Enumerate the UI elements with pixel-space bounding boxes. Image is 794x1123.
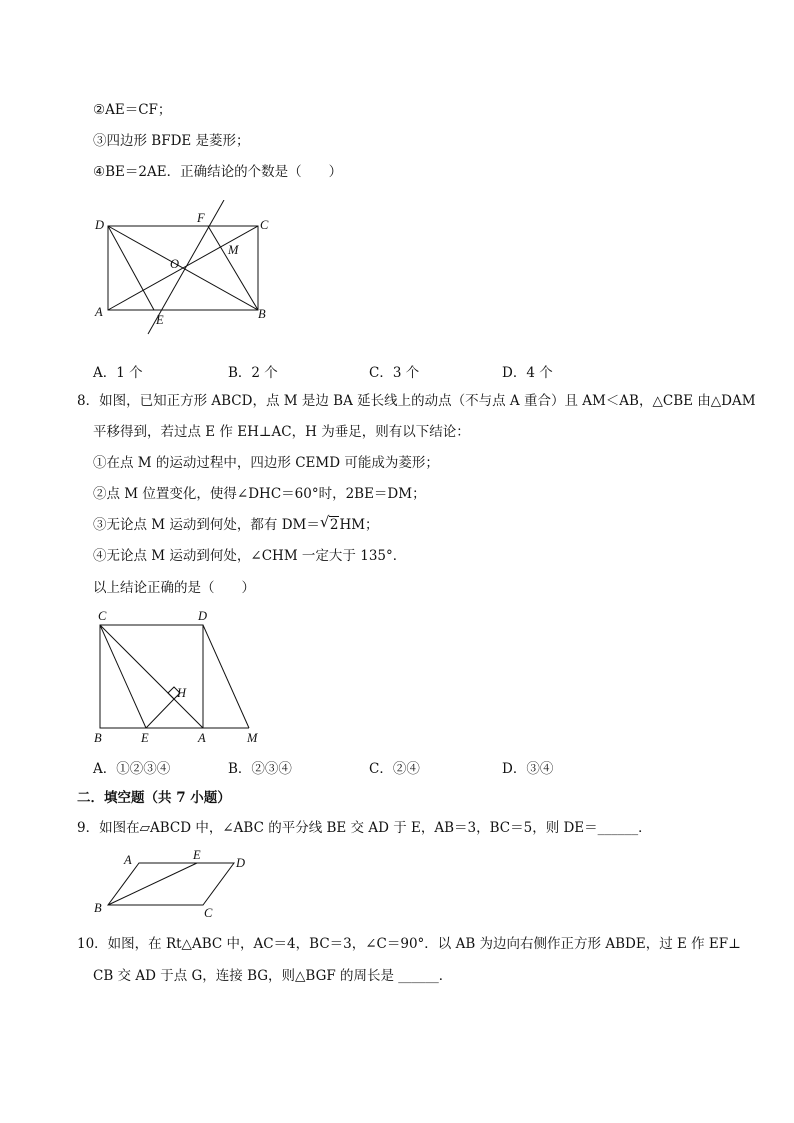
q7-option-b: B．2 个 bbox=[228, 365, 278, 381]
q8-segment-ce bbox=[100, 625, 146, 728]
q8-item-2: ②点 M 位置变化，使得∠DHC＝60°时，2BE＝DM； bbox=[93, 486, 426, 502]
q7-option-a: A．1 个 bbox=[93, 365, 143, 381]
q7-option-c: C．3 个 bbox=[369, 365, 420, 381]
q7-label-m: M bbox=[228, 243, 239, 257]
sqrt-symbol: √ 2 bbox=[319, 513, 339, 533]
q8-option-c: C．②④ bbox=[369, 761, 420, 777]
q9-parallelogram-abcd bbox=[108, 863, 234, 905]
q7-segment-fb bbox=[208, 226, 258, 310]
q8-label-e: E bbox=[141, 731, 149, 745]
q8-figure bbox=[88, 608, 268, 748]
q9-label-b: B bbox=[94, 901, 102, 915]
q8-stem-line-2: 平移得到，若过点 E 作 EH⊥AC，H 为垂足，则有以下结论： bbox=[93, 424, 470, 440]
q8-label-h: H bbox=[177, 686, 187, 700]
q8-option-b: B．②③④ bbox=[228, 761, 292, 777]
q7-label-b: B bbox=[258, 307, 266, 321]
q9-label-c: C bbox=[204, 906, 213, 920]
q9-label-d: D bbox=[236, 856, 246, 870]
q7-item-4: ④BE＝2AE．正确结论的个数是（ ） bbox=[93, 164, 343, 180]
q8-item-4: ④无论点 M 运动到何处，∠CHM 一定大于 135°． bbox=[93, 548, 407, 564]
q10-line-1: 10．如图，在 Rt△ABC 中，AC＝4，BC＝3，∠C＝90°．以 AB 为边向右侧作正方形 ABDE，过 E 作 EF⊥ bbox=[77, 936, 741, 952]
q9-label-e: E bbox=[193, 848, 201, 862]
q7-item-2: ②AE＝CF； bbox=[93, 102, 172, 118]
q8-item-1: ①在点 M 的运动过程中，四边形 CEMD 可能成为菱形； bbox=[93, 455, 439, 471]
q8-stem-line-1: 8．如图，已知正方形 ABCD，点 M 是边 BA 延长线上的动点（不与点 A 重合）且 AM＜AB，△CBE 由△DAM bbox=[77, 393, 756, 409]
q8-label-b: B bbox=[94, 731, 102, 745]
q7-item-3: ③四边形 BFDE 是菱形； bbox=[93, 133, 250, 149]
q8-item-3-suffix: HM； bbox=[339, 517, 379, 533]
q7-option-d: D．4 个 bbox=[502, 365, 553, 381]
q7-label-a: A bbox=[95, 305, 103, 319]
q8-item-3-radicand: 2 bbox=[329, 517, 339, 533]
q7-label-e: E bbox=[156, 313, 164, 327]
q8-question: 以上结论正确的是（ ） bbox=[93, 580, 255, 596]
q8-item-3-prefix: ③无论点 M 运动到何处，都有 DM＝ bbox=[93, 517, 320, 533]
q8-label-a: A bbox=[198, 731, 206, 745]
q8-label-m: M bbox=[247, 731, 258, 745]
q8-item-3 bbox=[93, 515, 379, 535]
q7-figure bbox=[90, 200, 290, 335]
q7-label-o: O bbox=[170, 257, 180, 271]
section-2-heading: 二．填空题（共 7 小题） bbox=[77, 790, 231, 806]
q10-line-2: CB 交 AD 于点 G，连接 BG，则△BGF 的周长是 ______． bbox=[93, 968, 453, 984]
q9-text: 9．如图在▱ABCD 中，∠ABC 的平分线 BE 交 AD 于 E，AB＝3，BC＝5，则 DE＝______． bbox=[77, 820, 652, 836]
q7-label-c: C bbox=[260, 218, 269, 232]
q8-segment-dm bbox=[203, 625, 249, 728]
q8-label-d: D bbox=[198, 609, 208, 623]
q7-label-d: D bbox=[95, 218, 105, 232]
q8-segment-eh bbox=[146, 699, 174, 728]
q8-option-d: D．③④ bbox=[502, 761, 554, 777]
q9-segment-be bbox=[108, 863, 197, 905]
q9-label-a: A bbox=[124, 853, 132, 867]
q8-option-a: A．①②③④ bbox=[93, 761, 171, 777]
q9-figure bbox=[92, 846, 262, 921]
q8-diagonal-ca bbox=[100, 625, 203, 728]
q8-label-c: C bbox=[98, 609, 107, 623]
q7-label-f: F bbox=[197, 211, 205, 225]
